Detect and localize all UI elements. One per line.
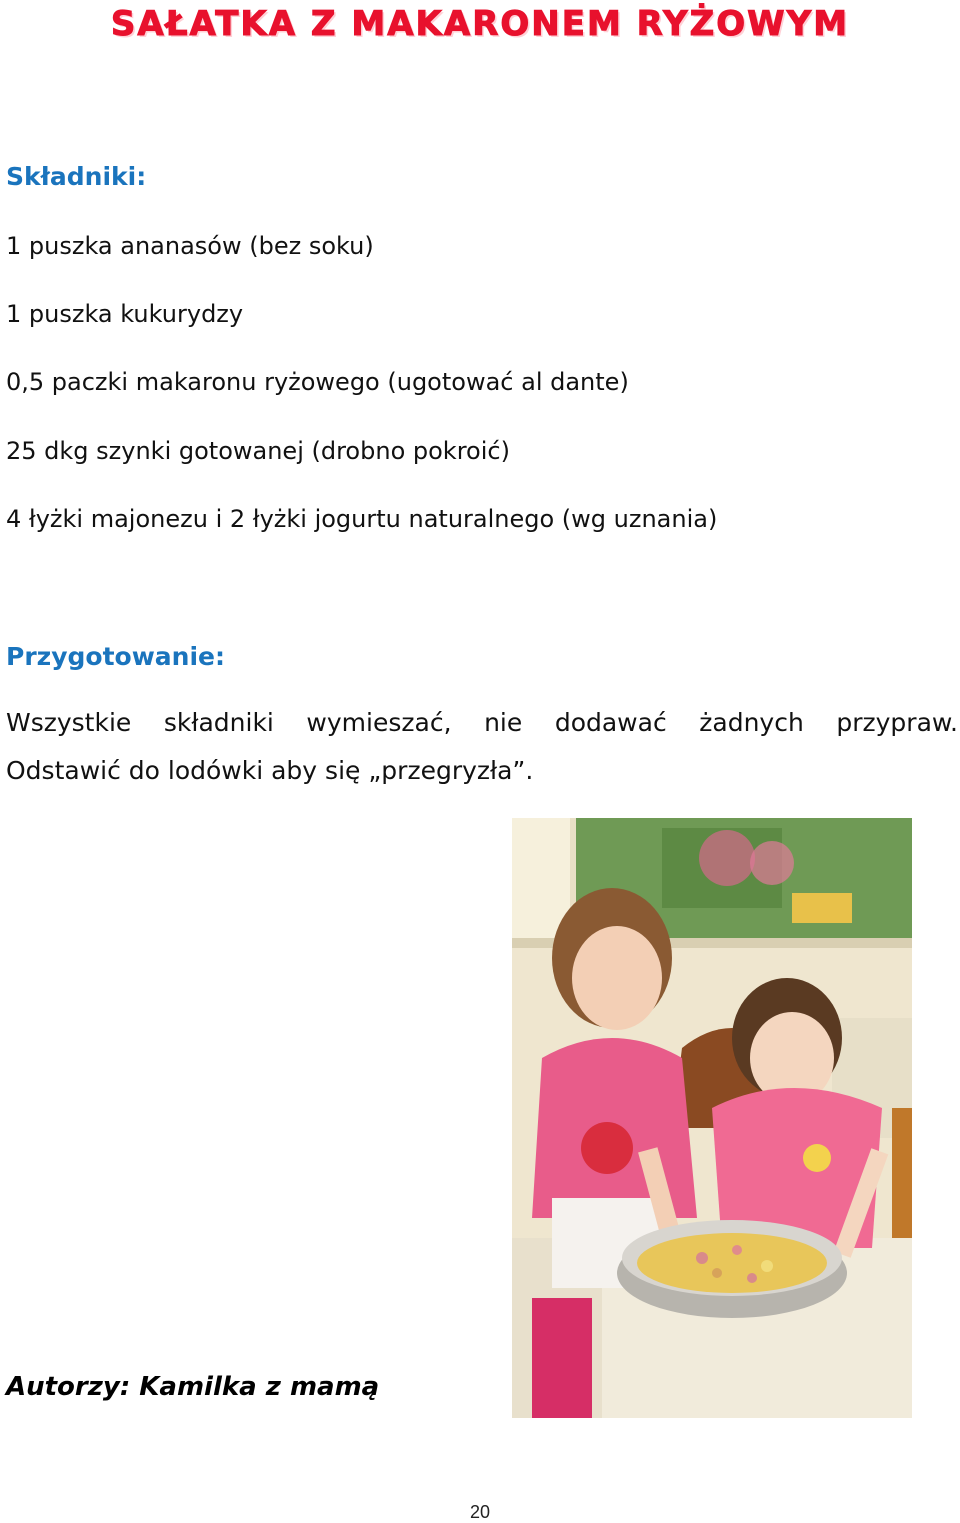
ingredient-item: 1 puszka ananasów (bez soku) — [6, 232, 374, 260]
children-mixing-salad-illustration — [512, 818, 912, 1418]
page-number: 20 — [469, 1502, 491, 1522]
ingredient-item: 4 łyżki majonezu i 2 łyżki jogurtu naturalnego (wg uznania) — [6, 505, 718, 533]
preparation-line: Wszystkie składniki wymieszać, nie dodawać żadnych przypraw. — [6, 708, 958, 737]
authors-caption: Autorzy: Kamilka z mamą — [6, 1372, 380, 1402]
preparation-line: Odstawić do lodówki aby się „przegryzła”. — [6, 756, 534, 785]
ingredient-item: 0,5 paczki makaronu ryżowego (ugotować al dante) — [6, 368, 629, 396]
preparation-heading: Przygotowanie: — [6, 642, 225, 671]
ingredient-item: 1 puszka kukurydzy — [6, 300, 244, 328]
ingredients-heading: Składniki: — [6, 162, 147, 191]
recipe-photo — [512, 818, 912, 1418]
ingredient-item: 25 dkg szynki gotowanej (drobno pokroić) — [6, 437, 510, 465]
recipe-title: SAŁATKA Z MAKARONEM RYŻOWYM — [110, 4, 850, 44]
